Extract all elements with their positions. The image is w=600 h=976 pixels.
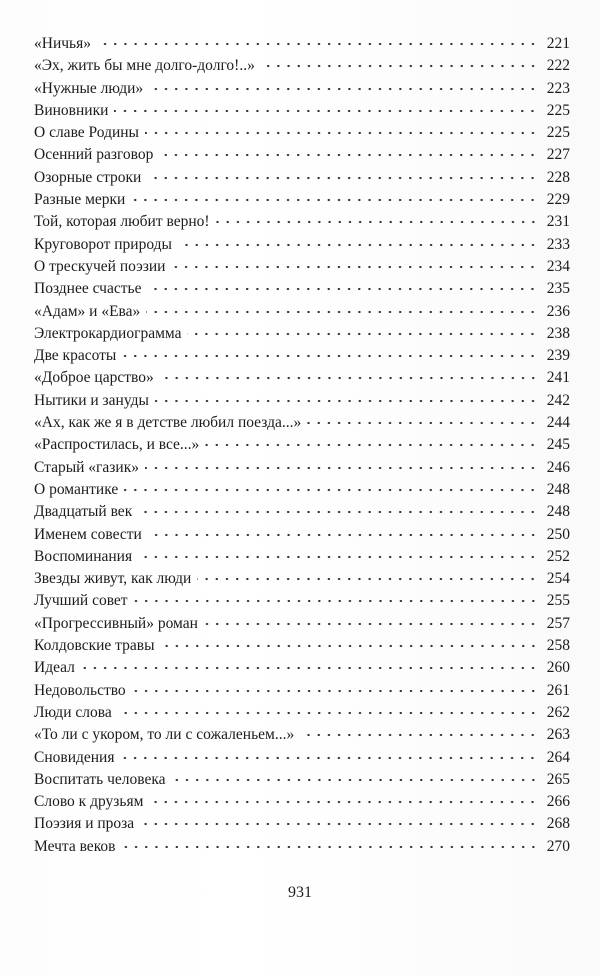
toc-entry — [34, 390, 570, 412]
toc-entry — [34, 568, 570, 590]
dot-leader — [132, 688, 538, 694]
dot-leader — [138, 554, 538, 560]
toc-entry-page: 242 — [546, 391, 570, 409]
toc-entry — [34, 167, 570, 189]
toc-entry-title: Круговорот природы — [34, 235, 172, 253]
toc-entry-title: Слово к друзьям — [34, 793, 144, 811]
toc-entry — [34, 590, 570, 612]
toc-entry — [34, 55, 570, 77]
toc-entry-title: Старый «газик» — [34, 458, 139, 476]
toc-entry-page: 228 — [546, 168, 570, 186]
toc-entry — [34, 546, 570, 568]
dot-leader — [197, 576, 538, 582]
toc-entry-page: 261 — [546, 681, 570, 699]
dot-leader — [149, 799, 538, 805]
toc-entry-page: 231 — [546, 213, 570, 231]
toc-entry-page: 265 — [546, 770, 570, 788]
toc-entry-page: 245 — [546, 436, 570, 454]
toc-entry-page: 233 — [546, 235, 570, 253]
toc-entry-title: «Прогрессивный» роман — [34, 614, 198, 632]
toc-entry — [34, 657, 570, 679]
toc-entry-page: 254 — [546, 570, 570, 588]
dot-leader — [118, 710, 538, 716]
toc-entry-page: 270 — [546, 837, 570, 855]
dot-leader — [145, 465, 538, 471]
toc-entry-page: 263 — [546, 726, 570, 744]
toc-entry — [34, 100, 570, 122]
toc-entry — [34, 211, 570, 233]
toc-entry-title: «Адам» и «Ева» — [34, 302, 141, 320]
page-number: 931 — [288, 884, 312, 901]
dot-leader — [307, 420, 538, 426]
toc-entry — [34, 747, 570, 769]
toc-entry — [34, 78, 570, 100]
dot-leader — [97, 41, 538, 47]
toc-entry — [34, 234, 570, 256]
toc-entry-page: 225 — [546, 124, 570, 142]
toc-entry-title: О романтике — [34, 480, 119, 498]
toc-entry-title: Звезды живут, как люди — [34, 570, 192, 588]
dot-leader — [81, 665, 538, 671]
toc-entry — [34, 345, 570, 367]
toc-entry-title: Мечта веков — [34, 837, 116, 855]
toc-entry-page: 244 — [546, 414, 570, 432]
toc-entry-title: Разные мерки — [34, 191, 126, 209]
dot-leader — [171, 264, 538, 270]
toc-entry — [34, 144, 570, 166]
toc-entry-page: 266 — [546, 793, 570, 811]
toc-entry-page: 258 — [546, 637, 570, 655]
dot-leader — [300, 732, 538, 738]
toc-entry-title: Виновники — [34, 101, 109, 119]
dot-leader — [172, 777, 538, 783]
dot-leader — [159, 152, 538, 158]
dot-leader — [187, 331, 538, 337]
toc-entry-page: 236 — [546, 302, 570, 320]
dot-leader — [145, 130, 538, 136]
toc-entry-title: Нытики и зануды — [34, 391, 149, 409]
toc-entry — [34, 33, 570, 55]
toc-entry — [34, 301, 570, 323]
toc-entry — [34, 813, 570, 835]
toc-entry — [34, 412, 570, 434]
toc-entry-page: 248 — [546, 480, 570, 498]
toc-entry-title: «То ли с укором, то ли с сожаленьем...» — [34, 726, 295, 744]
toc-entry — [34, 702, 570, 724]
toc-entry-page: 238 — [546, 324, 570, 342]
toc-entry-title: Озорные строки — [34, 168, 142, 186]
dot-leader — [155, 398, 538, 404]
dot-leader — [138, 509, 538, 515]
toc-entry — [34, 613, 570, 635]
toc-entry-title: «Ах, как же я в детстве любил поезда...» — [34, 414, 302, 432]
toc-entry-page: 262 — [546, 703, 570, 721]
toc-entry — [34, 323, 570, 345]
toc-entry-page: 255 — [546, 592, 570, 610]
toc-entry-page: 229 — [546, 191, 570, 209]
toc-entry-page: 246 — [546, 458, 570, 476]
dot-leader — [204, 621, 538, 627]
dot-leader — [147, 175, 538, 181]
dot-leader — [160, 375, 538, 381]
toc-entry-title: «Распростилась, и все...» — [34, 436, 200, 454]
dot-leader — [216, 219, 538, 225]
toc-entry-page: 241 — [546, 369, 570, 387]
toc-entry-page: 264 — [546, 748, 570, 766]
toc-entry — [34, 501, 570, 523]
dot-leader — [178, 242, 538, 248]
toc-entry-page: 221 — [546, 35, 570, 52]
toc-entry-title: Поэзия и проза — [34, 815, 135, 833]
toc-entry — [34, 680, 570, 702]
toc-entry-title: Той, которая любит верно! — [34, 213, 210, 231]
dot-leader — [124, 487, 538, 493]
toc-entry-title: О трескучей поэзии — [34, 257, 166, 275]
dot-leader — [149, 86, 538, 92]
toc-entry-title: О славе Родины — [34, 124, 139, 142]
toc-entry-title: Двадцатый век — [34, 503, 133, 521]
dot-leader — [161, 643, 539, 649]
toc-entry — [34, 724, 570, 746]
toc-entry — [34, 367, 570, 389]
toc-entry-title: Недовольство — [34, 681, 126, 699]
toc-entry-title: «Доброе царство» — [34, 369, 154, 387]
toc-entry-page: 227 — [546, 146, 570, 164]
toc-entry — [34, 256, 570, 278]
toc-entry-page: 235 — [546, 280, 570, 298]
toc-entry-title: Электрокардиограмма — [34, 324, 182, 342]
dot-leader — [205, 442, 538, 448]
toc-entry-title: Сновидения — [34, 748, 115, 766]
toc-entry — [34, 434, 570, 456]
toc-entry-page: 257 — [546, 614, 570, 632]
toc-entry-page: 239 — [546, 347, 570, 365]
toc-entry-page: 250 — [546, 525, 570, 543]
dot-leader — [120, 755, 538, 761]
dot-leader — [147, 286, 538, 292]
toc-entry — [34, 791, 570, 813]
dot-leader — [114, 108, 538, 114]
dot-leader — [122, 353, 538, 359]
dot-leader — [140, 821, 538, 827]
toc-entry — [34, 635, 570, 657]
dot-leader — [122, 844, 538, 850]
toc-entry-title: Люди слова — [34, 703, 112, 721]
toc-entry-title: Позднее счастье — [34, 280, 142, 298]
toc-entry-title: Именем совести — [34, 525, 142, 543]
toc-entry — [34, 479, 570, 501]
toc-entry-title: Осенний разговор — [34, 146, 154, 164]
toc-entry-title: Идеал — [34, 659, 75, 677]
dot-leader — [134, 598, 538, 604]
toc-entry-page: 234 — [546, 257, 570, 275]
toc-entry-title: «Ничья» — [34, 35, 91, 52]
toc-entry-title: «Эх, жить бы мне долго-долго!..» — [34, 57, 255, 75]
toc-entry — [34, 278, 570, 300]
dot-leader — [131, 197, 538, 203]
toc-entry — [34, 769, 570, 791]
toc-entry — [34, 836, 570, 858]
toc-entry-title: Воспоминания — [34, 547, 133, 565]
table-of-contents — [34, 33, 570, 858]
toc-entry-page: 260 — [546, 659, 570, 677]
toc-entry-title: Воспитать человека — [34, 770, 166, 788]
toc-entry-title: «Нужные люди» — [34, 79, 144, 97]
toc-entry — [34, 122, 570, 144]
toc-entry-title: Две красоты — [34, 347, 117, 365]
toc-entry-title: Колдовские травы — [34, 637, 155, 655]
dot-leader — [261, 63, 538, 69]
toc-entry-page: 268 — [546, 815, 570, 833]
toc-entry-page: 222 — [546, 57, 570, 75]
dot-leader — [148, 532, 538, 538]
toc-entry — [34, 524, 570, 546]
toc-entry-page: 252 — [546, 547, 570, 565]
toc-entry-title: Лучший совет — [34, 592, 128, 610]
toc-entry-page: 225 — [546, 101, 570, 119]
toc-entry — [34, 189, 570, 211]
dot-leader — [146, 309, 538, 315]
toc-entry-page: 223 — [546, 79, 570, 97]
toc-entry-page: 248 — [546, 503, 570, 521]
toc-entry — [34, 457, 570, 479]
